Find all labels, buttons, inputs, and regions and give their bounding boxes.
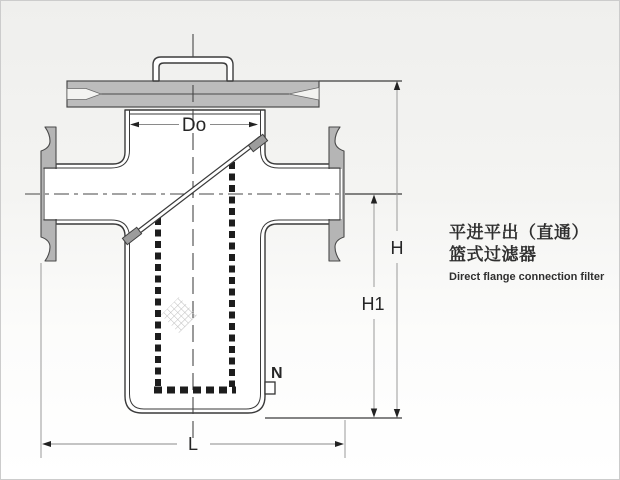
dim-label-h: H: [390, 238, 404, 258]
product-name-zh-line1: 平进平出（直通）: [449, 223, 589, 242]
arrow-down-icon: [394, 409, 400, 418]
arrow-up-icon: [371, 195, 377, 204]
arrow-down-icon: [371, 409, 377, 418]
dim-label-l: L: [187, 434, 199, 454]
arrow-left-icon: [42, 441, 51, 447]
dimension-H1: [361, 195, 384, 418]
arrow-right-icon: [335, 441, 344, 447]
dim-label-do: Do: [181, 115, 207, 136]
product-name-zh-line2: 篮式过滤器: [449, 245, 537, 264]
lifting-handle: [153, 57, 233, 81]
drain-port: [265, 365, 283, 394]
drain-label-n: N: [271, 365, 283, 382]
product-name-en: Direct flange connection filter: [449, 271, 605, 283]
arrow-up-icon: [394, 81, 400, 90]
product-title-block: [449, 222, 614, 283]
dim-label-h1: H1: [361, 294, 385, 314]
drain-port-square: [265, 382, 275, 394]
dimension-H: [391, 81, 404, 418]
